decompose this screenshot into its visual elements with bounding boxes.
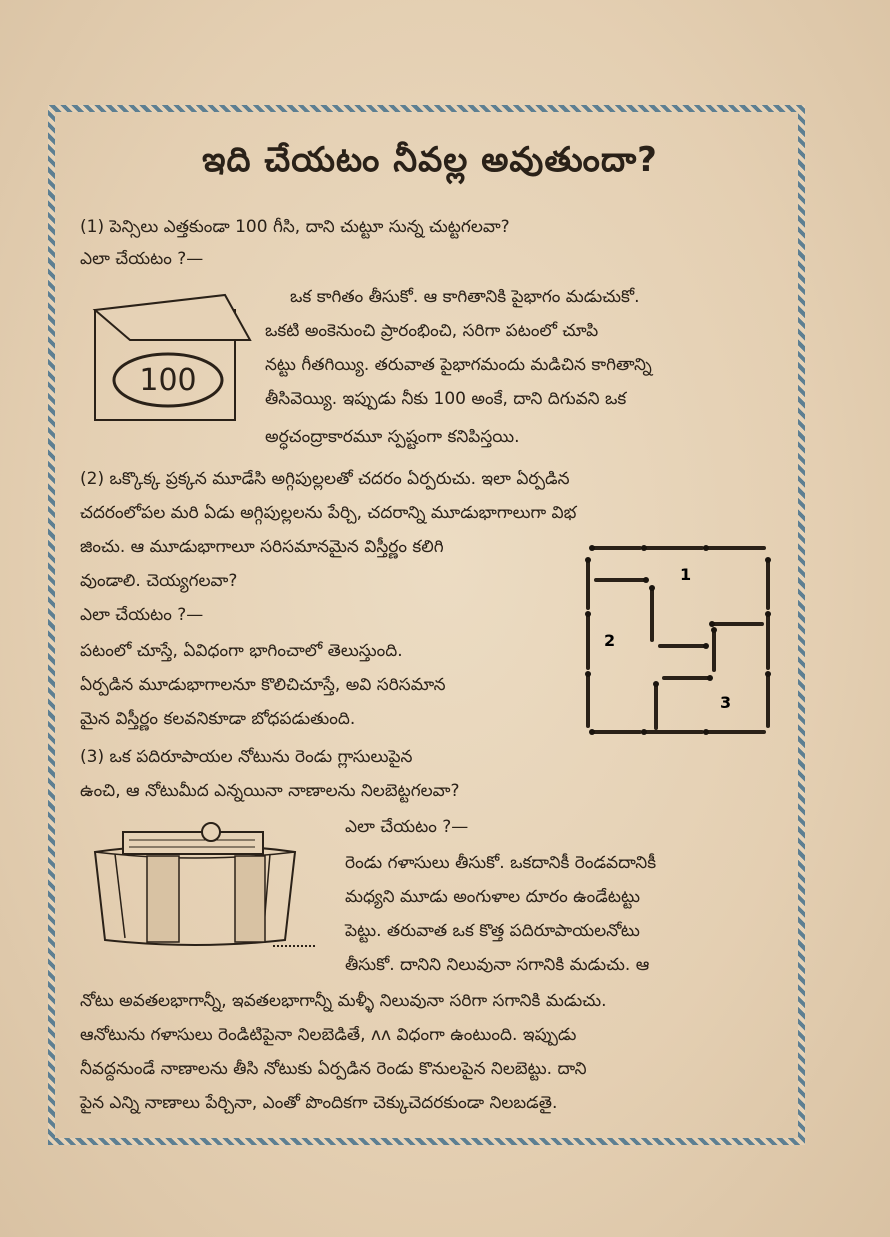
puzzle3-answer-full-2: ఆనోటును గళాసులు రెండిటిపైనా నిలబెడితే, ʌʌ విధంగా ఉంటుంది. ఇప్పుడు bbox=[80, 1025, 577, 1045]
puzzle2-answer-line-2: ఏర్పడిన మూడుభాగాలనూ కొలిచిచూస్తే, అవి సరిసమాన bbox=[80, 675, 446, 695]
puzzle2-question-line-1: (2) ఒక్కొక్క ప్రక్కన మూడేసి అగ్గిపుల్లలతో చదరం ఏర్పరుచు. ఇలా ఏర్పడిన bbox=[80, 469, 570, 489]
puzzle3-question-line-1: (3) ఒక పదిరూపాయల నోటును రెండు గ్లాసులుపైన bbox=[80, 747, 413, 767]
figure-100-text: 100 bbox=[139, 363, 197, 398]
puzzle1-question: (1) పెన్సిలు ఎత్తకుండా 100 గీసి, దాని చుట్టూ సున్న చుట్టగలవా? bbox=[80, 217, 510, 237]
puzzle1-answer-line-1: ఒక కాగితం తీసుకో. ఆ కాగితానికి పైభాగం మడుచుకో. bbox=[290, 287, 640, 307]
puzzle1-answer-line-3: నట్టు గీతగియ్యి. తరువాత పైభాగమందు మడిచిన కాగితాన్ని bbox=[265, 355, 652, 375]
puzzle3-answer-full-3: నీవద్దనుండే నాణాలను తీసి నోటుకు ఏర్పడిన రెండు కొనులపైన నిలబెట్టు. దాని bbox=[80, 1059, 587, 1079]
puzzle1-answer-line-2: ఒకటి అంకెనుంచి ప్రారంభించి, సరిగా పటంలో చూపి bbox=[265, 321, 599, 341]
puzzle1-answer-line-4: తీసివెయ్యి. ఇప్పుడు నీకు 100 అంకే, దాని దిగువని ఒక bbox=[265, 389, 627, 409]
puzzle2-answer-line-3: మైన విస్తీర్ణం కలవనికూడా బోధపడుతుంది. bbox=[80, 709, 356, 729]
puzzle2-how: ఎలా చేయటం ?— bbox=[80, 605, 204, 625]
puzzle3-question-line-2: ఉంచి, ఆ నోటుమీద ఎన్నయినా నాణాలను నిలబెట్టగలవా? bbox=[80, 781, 460, 801]
region-label-3: 3 bbox=[720, 693, 732, 712]
puzzle3-answer-right-4: తీసుకో. దానిని నిలువునా సగానికి మడుచు. ఆ bbox=[345, 955, 650, 975]
puzzle1-how: ఎలా చేయటం ?— bbox=[80, 249, 204, 269]
puzzle2-question-line-2: చదరంలోపల మరి ఏడు అగ్గిపుల్లలను పేర్చి, చదరాన్ని మూడుభాగాలుగా విభ bbox=[80, 503, 577, 523]
puzzle2-question-line-3: జించు. ఆ మూడుభాగాలూ సరిసమానమైన విస్తీర్ణం కలిగి bbox=[80, 537, 444, 557]
puzzle2-answer-line-1: పటంలో చూస్తే, ఏవిధంగా భాగించాలో తెలుస్తుంది. bbox=[80, 641, 403, 661]
puzzle3-answer-right-3: పెట్టు. తరువాత ఒక కొత్త పదిరూపాయలనోటు bbox=[345, 921, 640, 941]
puzzle3-how: ఎలా చేయటం ?— bbox=[345, 817, 469, 837]
folded-paper-illustration bbox=[90, 290, 250, 430]
puzzle1-answer-line-5: అర్ధచంద్రాకారమూ స్పష్టంగా కనిపిస్తయి. bbox=[265, 427, 520, 447]
page-title: ఇది చేయటం నీవల్ల అవుతుందా? bbox=[202, 140, 658, 180]
region-label-1: 1 bbox=[680, 565, 692, 584]
puzzle3-answer-right-1: రెండు గళాసులు తీసుకో. ఒకదానికీ రెండవదానికీ bbox=[345, 853, 657, 873]
glasses-with-note-illustration bbox=[85, 820, 325, 955]
puzzle3-answer-full-4: పైన ఎన్ని నాణాలు పేర్చినా, ఎంతో పొందికగా చెక్కుచెదరకుండా నిలబడతై. bbox=[80, 1093, 558, 1113]
puzzle2-question-line-4: వుండాలి. చెయ్యగలవా? bbox=[80, 571, 238, 591]
region-label-2: 2 bbox=[604, 631, 616, 650]
puzzle3-answer-full-1: నోటు అవతలభాగాన్నీ, ఇవతలభాగాన్నీ మళ్ళీ నిలువునా సరిగా సగానికి మడుచు. bbox=[80, 991, 607, 1011]
matchstick-square-illustration bbox=[580, 540, 780, 740]
puzzle3-answer-right-2: మధ్యని మూడు అంగుళాల దూరం ఉండేటట్టు bbox=[345, 887, 640, 907]
